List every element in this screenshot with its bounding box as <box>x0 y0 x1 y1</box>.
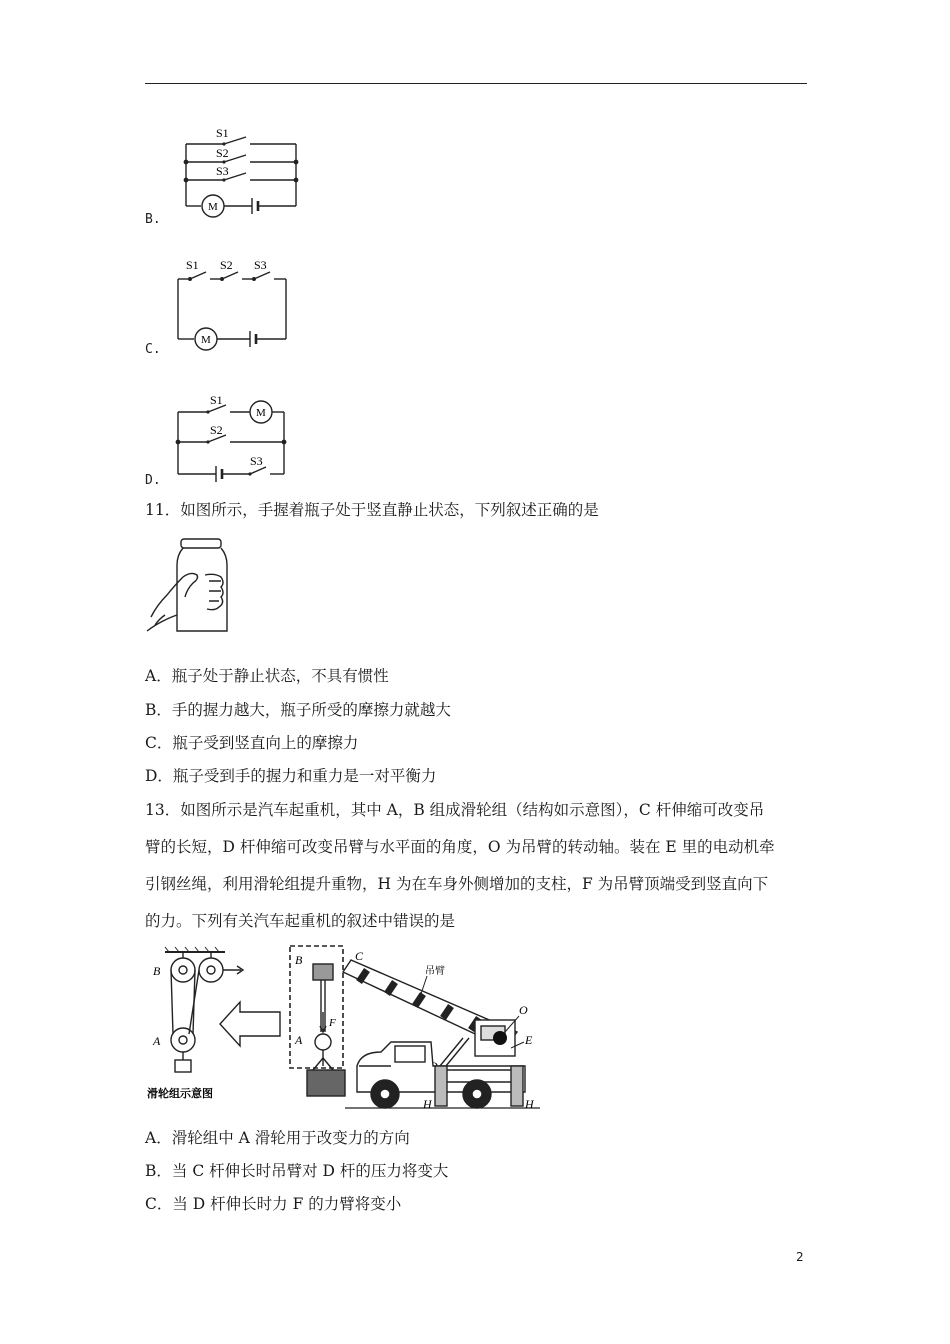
circuit-c-diagram <box>170 255 295 355</box>
q13-stem-line-4: 的力。下列有关汽车起重机的叙述中错误的是 <box>145 912 456 930</box>
option-b-letter: B. <box>145 212 161 227</box>
q11-option-c: C．瓶子受到竖直向上的摩擦力 <box>145 734 359 752</box>
circuit-c-motor-label: M <box>201 334 211 346</box>
crane-label-f: F <box>329 1017 336 1029</box>
crane-label-e: E <box>525 1033 533 1047</box>
pulley-schematic-caption: 滑轮组示意图 <box>147 1088 213 1100</box>
truck-crane-figure <box>145 942 540 1114</box>
circuit-b-s2-label: S2 <box>216 146 229 160</box>
hand-holding-bottle-illustration <box>145 535 235 637</box>
circuit-b-diagram <box>176 122 306 222</box>
q13-stem <box>145 792 810 940</box>
circuit-d-diagram <box>170 390 295 486</box>
circuit-b-s1-label: S1 <box>216 126 229 140</box>
q13-stem-line-1: 13．如图所示是汽车起重机，其中 A，B 组成滑轮组（结构如示意图），C 杆伸缩可改变吊 <box>145 801 765 819</box>
q11-stem: 11．如图所示，手握着瓶子处于竖直静止状态，下列叙述正确的是 <box>145 501 599 519</box>
option-c-letter: C. <box>145 342 161 357</box>
q13-stem-line-3: 引钢丝绳，利用滑轮组提升重物，H 为在车身外侧增加的支柱，F 为吊臂顶端受到竖直向下 <box>145 875 769 893</box>
page-number: 2 <box>796 1250 804 1264</box>
q11-option-a: A．瓶子处于静止状态，不具有惯性 <box>145 667 389 685</box>
q13-option-a: A．滑轮组中 A 滑轮用于改变力的方向 <box>145 1129 410 1147</box>
crane-label-o: O <box>519 1003 528 1017</box>
q11-option-d: D．瓶子受到手的握力和重力是一对平衡力 <box>145 767 437 785</box>
circuit-b-motor-label: M <box>208 201 218 213</box>
circuit-d-s2-label: S2 <box>210 423 223 437</box>
circuit-b-s3-label: S3 <box>216 164 229 178</box>
crane-label-c: C <box>355 949 364 963</box>
pulley-label-a: A <box>153 1034 161 1048</box>
circuit-c-s3-label: S3 <box>254 258 267 272</box>
q11-option-b: B．手的握力越大，瓶子所受的摩擦力就越大 <box>145 701 451 719</box>
header-rule <box>145 83 807 84</box>
circuit-d-s3-label: S3 <box>250 454 263 468</box>
crane-label-a: A <box>295 1033 303 1047</box>
circuit-d-motor-label: M <box>256 407 266 419</box>
circuit-c-s1-label: S1 <box>186 258 199 272</box>
crane-label-h-right: H <box>525 1097 534 1111</box>
pulley-label-b: B <box>153 964 161 978</box>
option-d-letter: D. <box>145 473 161 488</box>
q13-option-c: C．当 D 杆伸长时力 F 的力臂将变小 <box>145 1195 402 1213</box>
q13-stem-line-2: 臂的长短，D 杆伸缩可改变吊臂与水平面的角度，O 为吊臂的转动轴。装在 E 里的电动机牵 <box>145 838 775 856</box>
crane-label-b: B <box>295 953 303 967</box>
q13-option-b: B．当 C 杆伸长时吊臂对 D 杆的压力将变大 <box>145 1162 449 1180</box>
circuit-c-s2-label: S2 <box>220 258 233 272</box>
crane-arm-label: 吊臂 <box>425 966 445 977</box>
crane-label-h-left: H <box>423 1097 432 1111</box>
circuit-d-s1-label: S1 <box>210 393 223 407</box>
